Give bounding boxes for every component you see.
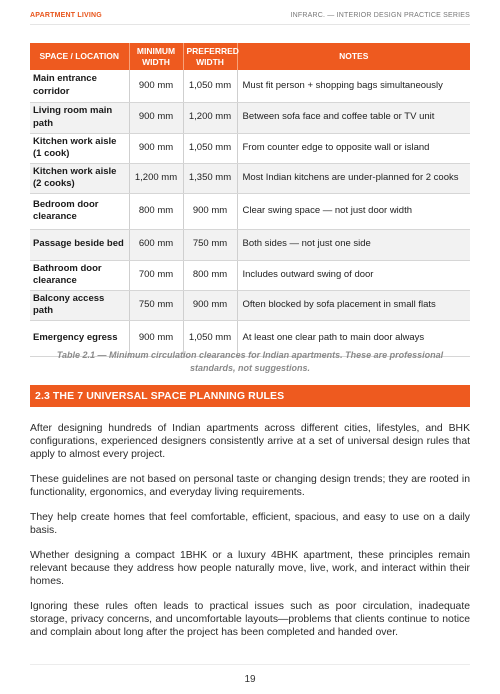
column-header-space: SPACE / LOCATION [30, 43, 129, 70]
column-header-minimum-width: MINIMUM WIDTH [129, 43, 183, 70]
table-row [30, 102, 470, 133]
table-row [30, 260, 470, 290]
header-section-title: APARTMENT LIVING [30, 12, 102, 19]
cell-notes: Often blocked by sofa placement in small flats [237, 290, 470, 320]
cell-preferred-width: 1,050 mm [183, 70, 237, 102]
cell-space: Main entrance corridor [30, 70, 129, 102]
body-paragraph: Ignoring these rules often leads to practical issues such as poor circulation, inadequate storage, privacy concerns, and uncomfortable layouts—problems that clients continue to notice and complain about long after the project has been completed and handed over. [30, 600, 470, 638]
page-header [0, 0, 500, 28]
body-paragraph: Whether designing a compact 1BHK or a luxury 4BHK apartment, these principles remain relevant because they address how people naturally move, live, work, and interact within their homes. [30, 549, 470, 587]
table-row [30, 290, 470, 320]
cell-preferred-width: 800 mm [183, 260, 237, 290]
cell-preferred-width: 750 mm [183, 229, 237, 260]
cell-notes: Most Indian kitchens are under-planned for 2 cooks [237, 163, 470, 193]
table-row [30, 163, 470, 193]
cell-space: Emergency egress [30, 320, 129, 356]
cell-notes: From counter edge to opposite wall or island [237, 133, 470, 163]
table-caption: Table 2.1 — Minimum circulation clearances for Indian apartments. These are professional standards, not suggestions. [56, 350, 444, 373]
section-heading-bar [30, 385, 470, 407]
cell-minimum-width: 700 mm [129, 260, 183, 290]
table-row [30, 229, 470, 260]
column-header-notes: NOTES [237, 43, 470, 70]
cell-preferred-width: 1,200 mm [183, 102, 237, 133]
cell-notes: Both sides — not just one side [237, 229, 470, 260]
cell-minimum-width: 900 mm [129, 133, 183, 163]
header-divider [30, 24, 470, 25]
cell-space: Kitchen work aisle (1 cook) [30, 133, 129, 163]
table-header-row [30, 43, 470, 70]
table-row [30, 133, 470, 163]
cell-preferred-width: 1,050 mm [183, 133, 237, 163]
cell-preferred-width: 1,350 mm [183, 163, 237, 193]
cell-preferred-width: 900 mm [183, 193, 237, 229]
cell-preferred-width: 1,050 mm [183, 320, 237, 356]
cell-minimum-width: 600 mm [129, 229, 183, 260]
cell-minimum-width: 750 mm [129, 290, 183, 320]
cell-minimum-width: 1,200 mm [129, 163, 183, 193]
cell-notes: Includes outward swing of door [237, 260, 470, 290]
cell-preferred-width: 900 mm [183, 290, 237, 320]
cell-notes: Clear swing space — not just door width [237, 193, 470, 229]
cell-notes: Between sofa face and coffee table or TV unit [237, 102, 470, 133]
column-header-preferred-width: PREFERRED WIDTH [183, 43, 237, 70]
table-row [30, 193, 470, 229]
cell-space: Balcony access path [30, 290, 129, 320]
body-paragraph: These guidelines are not based on personal taste or changing design trends; they are rooted in functionality, ergonomics, and everyday living requirements. [30, 474, 470, 499]
page-number: 19 [244, 674, 256, 685]
cell-space: Bedroom door clearance [30, 193, 129, 229]
cell-space: Kitchen work aisle (2 cooks) [30, 163, 129, 193]
cell-minimum-width: 800 mm [129, 193, 183, 229]
body-paragraph: After designing hundreds of Indian apartments across different cities, lifestyles, and BHK configurations, experienced designers consistently arrive at a set of universal design rules that apply to almost every project. [30, 423, 470, 461]
footer-divider [30, 664, 470, 665]
section-heading: 2.3 THE 7 UNIVERSAL SPACE PLANNING RULES [35, 390, 285, 402]
table-row [30, 70, 470, 102]
cell-minimum-width: 900 mm [129, 70, 183, 102]
body-paragraph: They help create homes that feel comfortable, efficient, spacious, and easy to use on a daily basis. [30, 511, 470, 536]
cell-space: Bathroom door clearance [30, 260, 129, 290]
cell-minimum-width: 900 mm [129, 320, 183, 356]
header-series-title: INFRARC. — INTERIOR DESIGN PRACTICE SERIES [290, 12, 470, 19]
cell-space: Passage beside bed [30, 229, 129, 260]
section-body [30, 422, 470, 651]
cell-space: Living room main path [30, 102, 129, 133]
cell-notes: At least one clear path to main door always [237, 320, 470, 356]
cell-notes: Must fit person + shopping bags simultaneously [237, 70, 470, 102]
circulation-clearance-table [30, 43, 470, 357]
cell-minimum-width: 900 mm [129, 102, 183, 133]
